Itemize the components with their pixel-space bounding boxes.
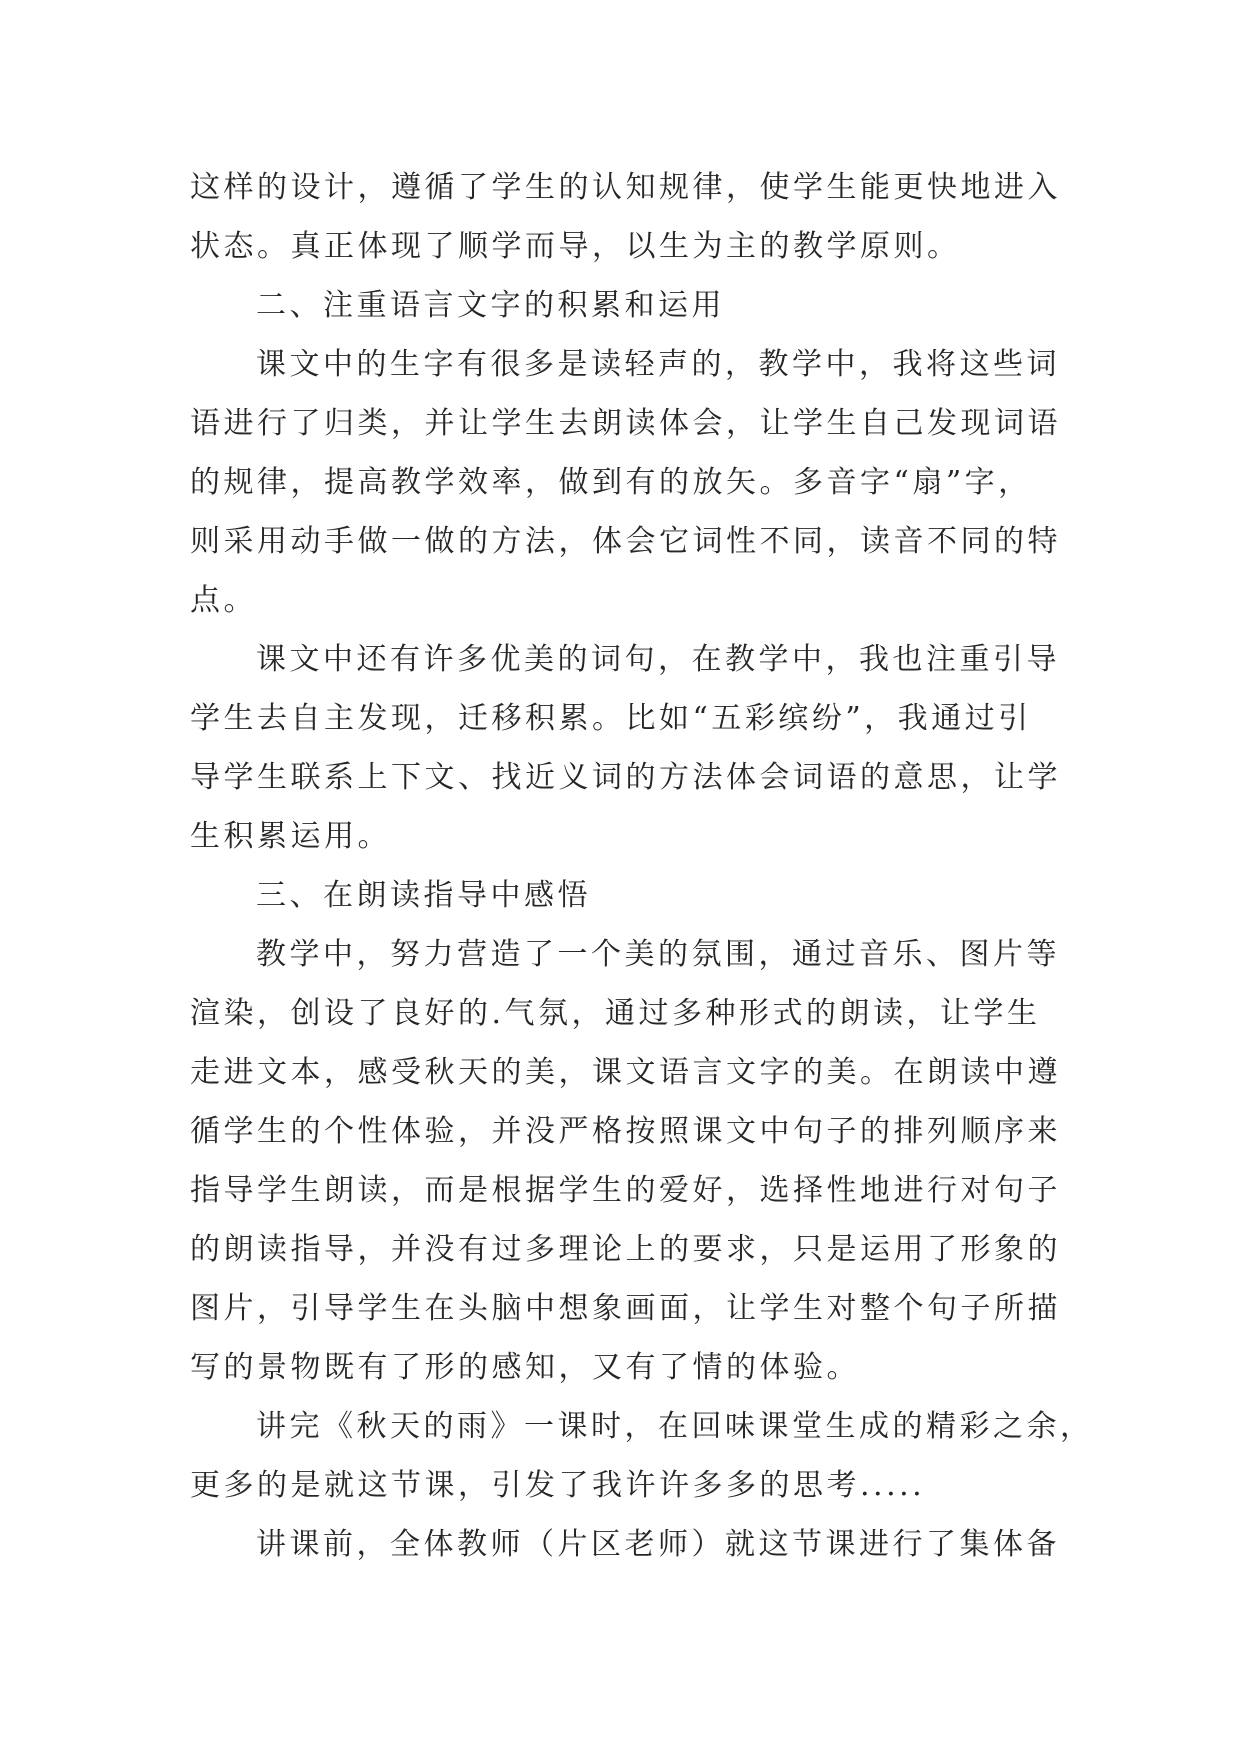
text-line: 课文中还有许多优美的词句，在教学中，我也注重引导	[256, 642, 1060, 677]
text-line: 导学生联系上下文、找近义词的方法体会词语的意思，让学	[190, 760, 1061, 795]
text-line: 学生去自主发现，迁移积累。比如“五彩缤纷”，我通过引	[190, 701, 1032, 736]
text-line: 这样的设计，遵循了学生的认知规律，使学生能更快地进入	[190, 170, 1061, 205]
text-line: 则采用动手做一做的方法，体会它词性不同，读音不同的特	[190, 524, 1061, 559]
text-line: 的规律，提高教学效率，做到有的放矢。多音字“扇”字，	[190, 465, 1032, 500]
text-line: 渲染，创设了良好的.气氛，通过多种形式的朗读，让学生	[190, 996, 1041, 1031]
text-line: 的朗读指导，并没有过多理论上的要求，只是运用了形象的	[190, 1232, 1061, 1267]
section-heading: 三、在朗读指导中感悟	[256, 878, 591, 913]
text-line: 循学生的个性体验，并没严格按照课文中句子的排列顺序来	[190, 1114, 1061, 1149]
text-line: 更多的是就这节课，引发了我许许多多的思考.....	[190, 1468, 926, 1503]
text-line: 写的景物既有了形的感知，又有了情的体验。	[190, 1350, 860, 1385]
section-heading: 二、注重语言文字的积累和运用	[256, 288, 725, 323]
text-line: 讲课前，全体教师（片区老师）就这节课进行了集体备	[256, 1527, 1060, 1562]
text-line: 讲完《秋天的雨》一课时，在回味课堂生成的精彩之余，	[256, 1409, 1094, 1444]
text-line: 生积累运用。	[190, 819, 391, 854]
text-line: 语进行了归类，并让学生去朗读体会，让学生自己发现词语	[190, 406, 1061, 441]
text-line: 指导学生朗读，而是根据学生的爱好，选择性地进行对句子	[190, 1173, 1061, 1208]
document-body	[190, 158, 1094, 1574]
text-line: 走进文本，感受秋天的美，课文语言文字的美。在朗读中遵	[190, 1055, 1061, 1090]
text-line: 图片，引导学生在头脑中想象画面，让学生对整个句子所描	[190, 1291, 1061, 1326]
text-line: 教学中，努力营造了一个美的氛围，通过音乐、图片等	[256, 937, 1060, 972]
text-line: 课文中的生字有很多是读轻声的，教学中，我将这些词	[256, 347, 1060, 382]
text-line: 状态。真正体现了顺学而导，以生为主的教学原则。	[190, 229, 961, 264]
text-line: 点。	[190, 583, 257, 618]
